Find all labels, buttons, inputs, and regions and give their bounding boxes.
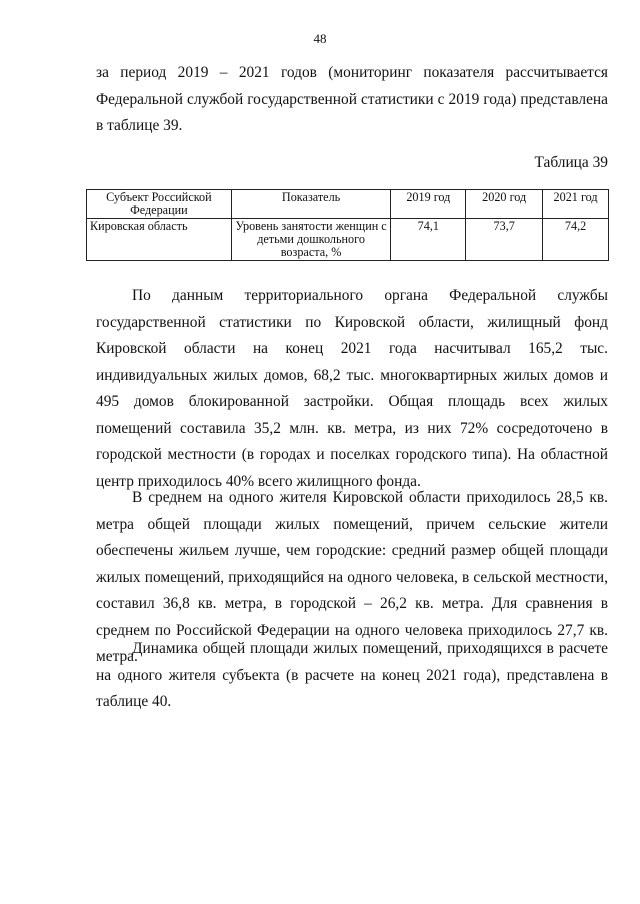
- page-number: 48: [313, 31, 327, 46]
- data-table: [86, 189, 609, 261]
- header-2020: 2020 год: [466, 190, 543, 219]
- intro-paragraph: за период 2019 – 2021 годов (мониторинг показателя рассчитывается Федеральной службой государственной статистики с 2019 года) представлена в таблице 39.: [96, 64, 608, 134]
- paragraph-dynamics: Динамика общей площади жилых помещений, приходящихся в расчете на одного жителя субъекта (в расчете на конец 2021 года), представлена в таблице 40.: [96, 640, 608, 710]
- table-caption: Таблица 39: [534, 154, 608, 171]
- table-header-row: [87, 190, 609, 219]
- cell-value-2021: 74,2: [543, 219, 609, 261]
- cell-indicator: Уровень занятости женщин с детьми дошкольного возраста, %: [231, 219, 391, 261]
- header-indicator: Показатель: [231, 190, 391, 219]
- paragraph-housing-stock: По данным территориального органа Федеральной службы государственной статистики по Кировской области, жилищный фонд Кировской области на конец 2021 года насчитывал 165,2 тыс. индивидуальных жилых домов, 68,2 тыс. многоквартирных жилых домов и 495 домов блокированной застройки. Общая площадь всех жилых помещений составила 35,2 млн. кв. метра, из них 72% сосредоточено в городской местности (в городах и поселках городского типа). На областной центр приходилось 40% всего жилищного фонда.: [96, 287, 608, 490]
- cell-region: Кировская область: [87, 219, 232, 261]
- header-2019: 2019 год: [391, 190, 466, 219]
- cell-value-2019: 74,1: [391, 219, 466, 261]
- header-2021: 2021 год: [543, 190, 609, 219]
- header-region: Субъект Российской Федерации: [87, 190, 232, 219]
- table-row: [87, 219, 609, 261]
- cell-value-2020: 73,7: [466, 219, 543, 261]
- paragraph-per-capita-area: В среднем на одного жителя Кировской области приходилось 28,5 кв. метра общей площади жилых помещений, причем сельские жители обеспечены жильем лучше, чем городские: средний размер общей площади жилых помещений, приходящийся на одного человека, в сельской местности, составил 36,8 кв. метра, в городской – 26,2 кв. метра. Для сравнения в среднем по Российской Федерации на одного человека приходилось 27,7 кв. метра.: [96, 489, 608, 665]
